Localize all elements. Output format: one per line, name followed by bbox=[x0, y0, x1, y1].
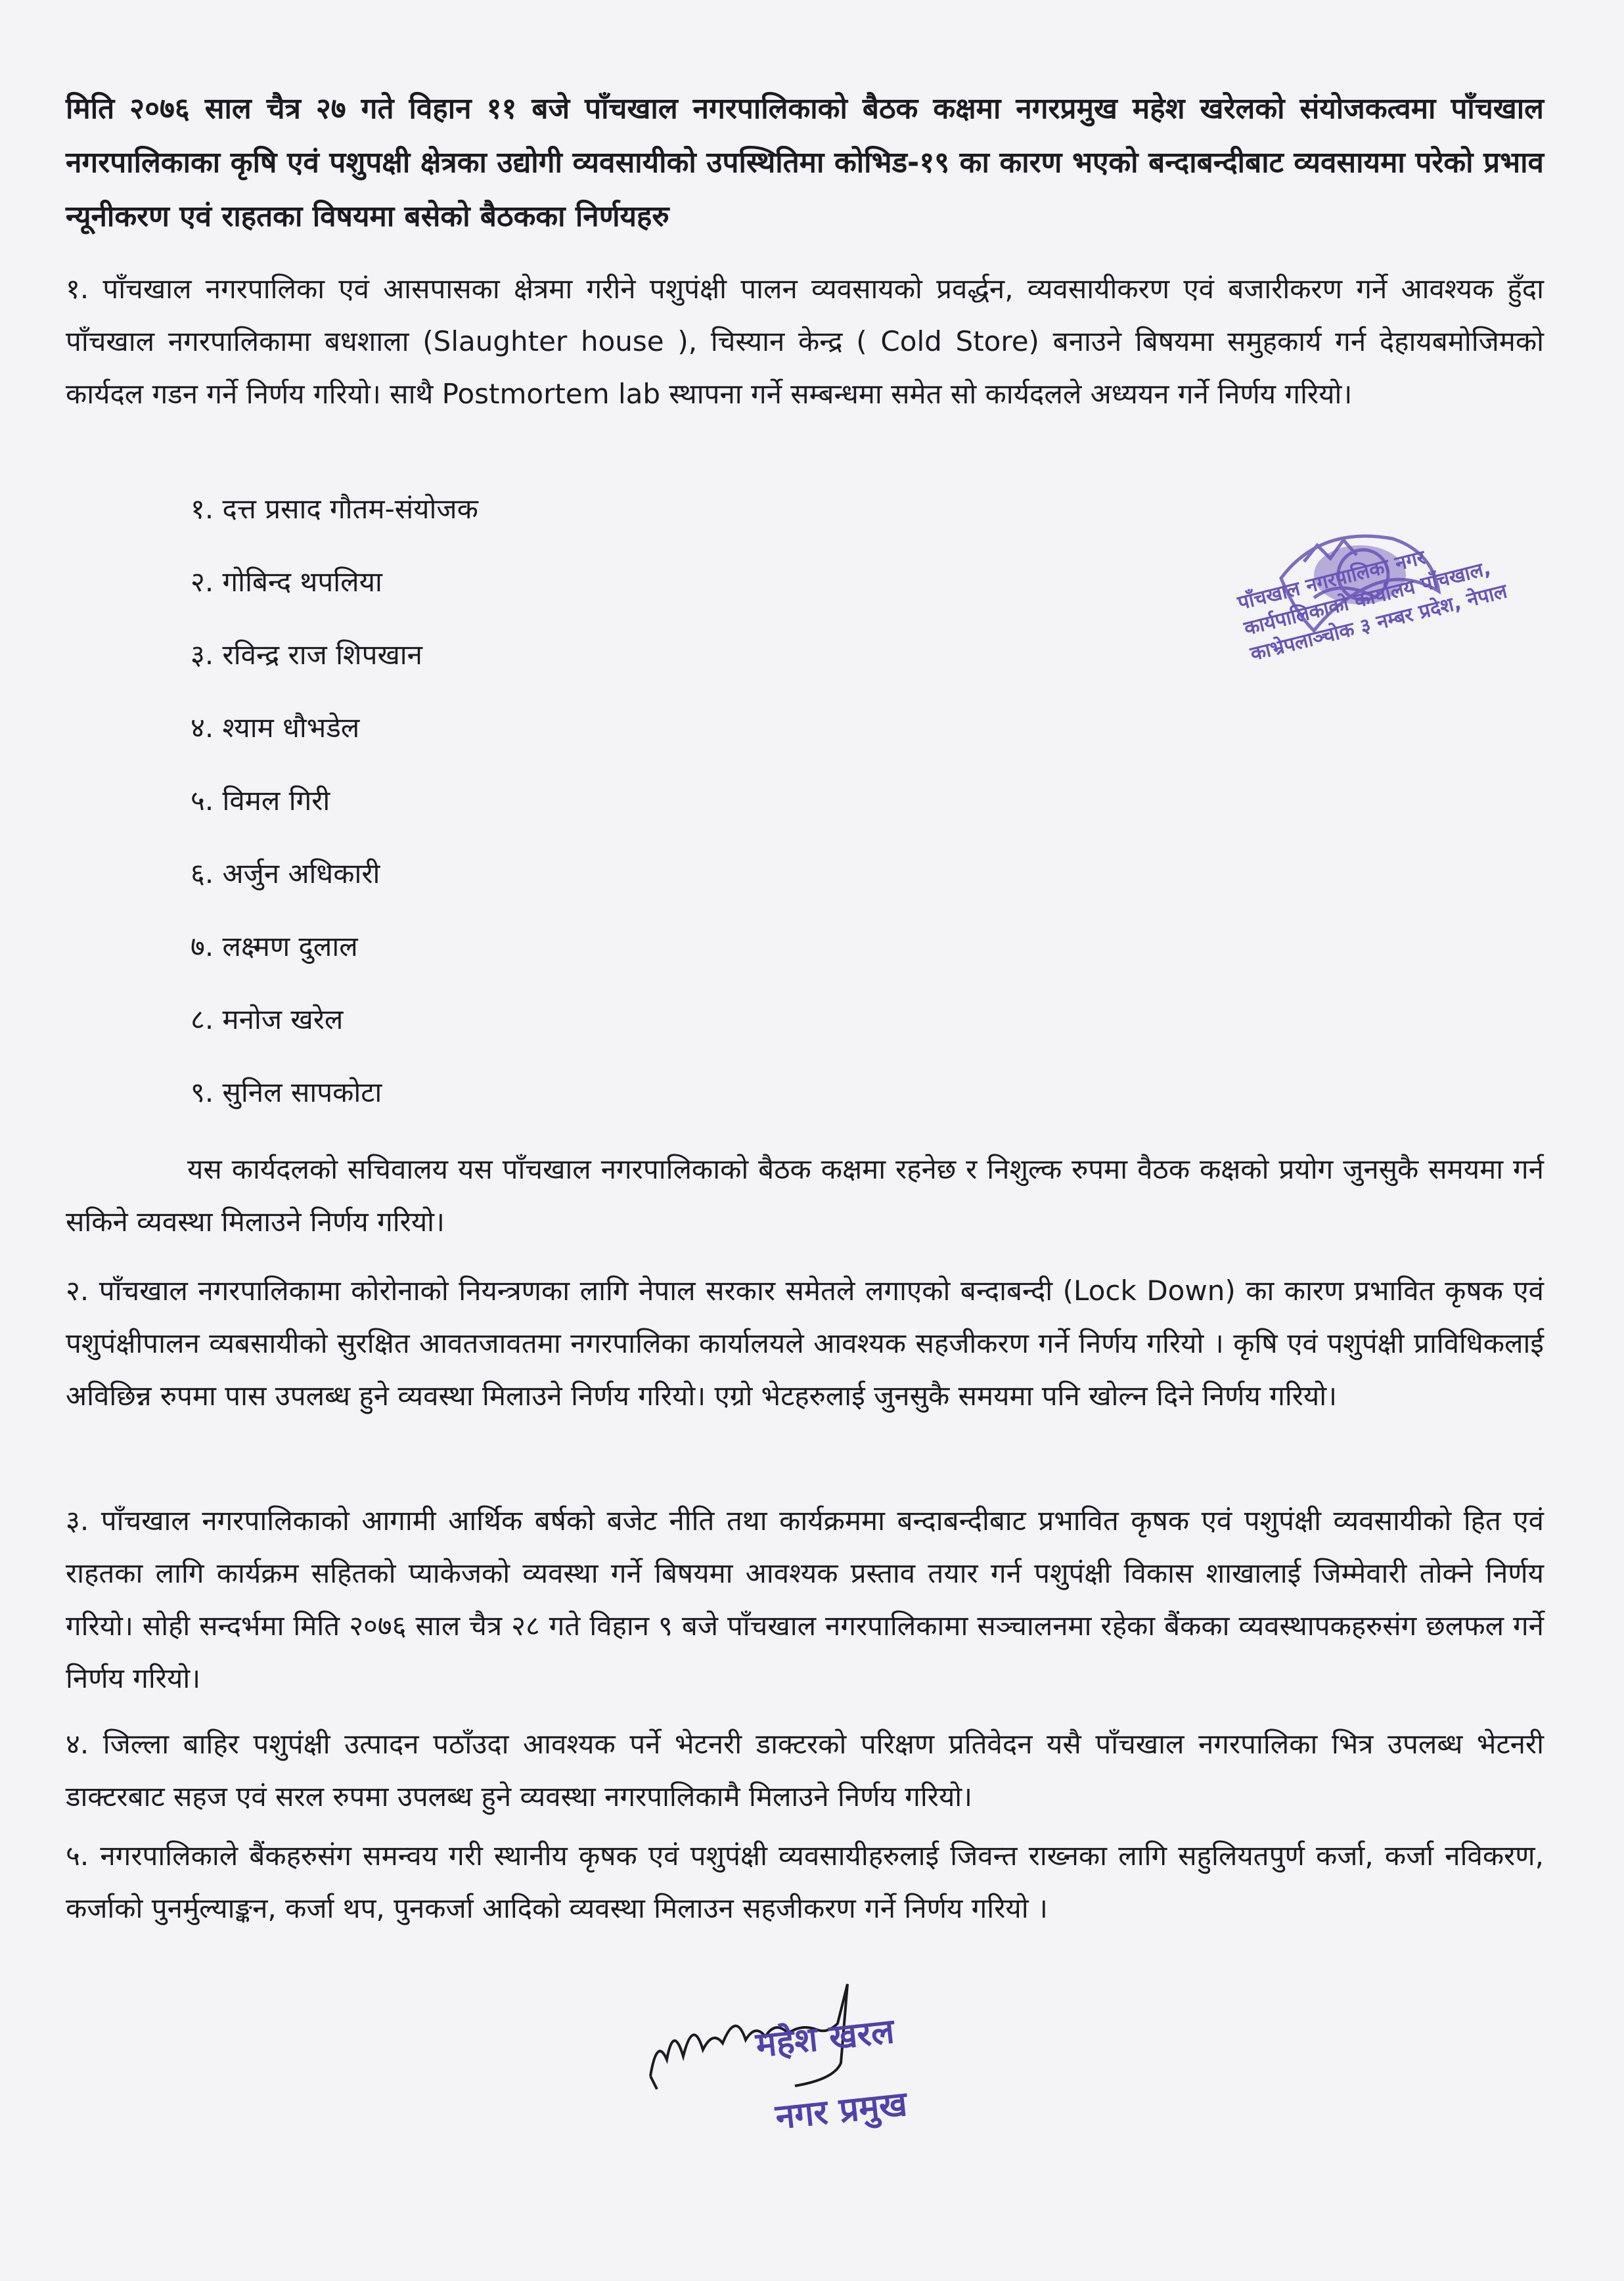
document-title: मिति २०७६ साल चैत्र २७ गते विहान ११ बजे पाँचखाल नगरपालिकाको बैठक कक्षमा नगरप्रमुख महेश खरेलको संयोजकत्वमा पाँचखाल नगरपालिकाका कृषि एवं पशुपक्षी क्षेत्रका उद्योगी व्यवसायीको उपस्थितिमा कोभिड-१९ का कारण भएको बन्दाबन्दीबाट व्यवसायमा परेको प्रभाव न्यूनीकरण एवं राहतका विषयमा बसेको बैठकका निर्णयहरु bbox=[66, 92, 1544, 233]
member-item: ९. सुनिल सापकोटा bbox=[191, 1076, 382, 1108]
member-item: ८. मनोज खरेल bbox=[191, 1003, 344, 1035]
signatory-name: महेश खरल bbox=[754, 2012, 897, 2066]
member-item: २. गोबिन्द थपलिया bbox=[191, 566, 382, 598]
decision-1: १. पाँचखाल नगरपालिका एवं आसपासका क्षेत्रमा गरीने पशुपंक्षी पालन व्यवसायको प्रवर्द्धन, व्यवसायीकरण एवं बजारीकरण गर्ने आवश्यक हुँदा पाँचखाल नगरपालिकामा बधशाला (Slaughter house ), चिस्यान केन्द्र ( Cold Store) बनाउने बिषयमा समुहकार्य गर्न देहायबमोजिमको कार्यदल गडन गर्ने निर्णय गरियो। साथै Postmortem lab स्थापना गर्ने सम्बन्धमा समेत सो कार्यदलले अध्ययन गर्ने निर्णय गरियो। bbox=[66, 273, 1544, 410]
member-item: ६. अर्जुन अधिकारी bbox=[191, 857, 380, 890]
member-item: ५. विमल गिरी bbox=[191, 784, 330, 817]
committee-members-list bbox=[191, 483, 478, 1139]
member-item: ४. श्याम धौभडेल bbox=[191, 711, 360, 744]
member-item: ७. लक्ष्मण दुलाल bbox=[191, 930, 358, 962]
signatory-designation: नगर प्रमुख bbox=[773, 2084, 909, 2138]
decision-1-secretariat: यस कार्यदलको सचिवालय यस पाँचखाल नगरपालिकाको बैठक कक्षमा रहनेछ र निशुल्क रुपमा वैठक कक्षको प्रयोग जुनसुकै समयमा गर्न सकिने व्यवस्था मिलाउने निर्णय गरियो। bbox=[66, 1153, 1544, 1238]
member-item: ३. रविन्द्र राज शिपखान bbox=[191, 639, 422, 671]
decision-3: ३. पाँचखाल नगरपालिकाको आगामी आर्थिक बर्षको बजेट नीति तथा कार्यक्रममा बन्दाबन्दीबाट प्रभावित कृषक एवं पशुपंक्षी व्यवसायीको हित एवं राहतका लागि कार्यक्रम सहितको प्याकेजको व्यवस्था गर्ने बिषयमा आवश्यक प्रस्ताव तयार गर्न पशुपंक्षी विकास शाखालाई जिम्मेवारी तोक्ने निर्णय गरियो। सोही सन्दर्भमा मिति २०७६ साल चैत्र २८ गते विहान ९ बजे पाँचखाल नगरपालिकामा सञ्चालनमा रहेका बैंकका व्यवस्थापकहरुसंग छलफल गर्ने निर्णय गरियो। bbox=[66, 1504, 1544, 1694]
member-item: १. दत्त प्रसाद गौतम-संयोजक bbox=[191, 493, 478, 525]
office-seal-text: पाँचखाल नगरपालिका नगर कार्यपालिकाको कार्यालय पाँचखाल, काभ्रेपलाञ्चोक ३ नम्बर प्रदेश, नेपाल bbox=[1235, 546, 1510, 666]
decision-4: ४. जिल्ला बाहिर पशुपंक्षी उत्पादन पठाँउदा आवश्यक पर्ने भेटनरी डाक्टरको परिक्षण प्रतिवेदन यसै पाँचखाल नगरपालिका भित्र उपलब्ध भेटनरी डाक्टरबाट सहज एवं सरल रुपमा उपलब्ध हुने व्यवस्था नगरपालिकामै मिलाउने निर्णय गरियो। bbox=[66, 1728, 1544, 1813]
decision-5: ५. नगरपालिकाले बैंकहरुसंग समन्वय गरी स्थानीय कृषक एवं पशुपंक्षी व्यवसायीहरुलाई जिवन्त राख्नका लागि सहुलियतपुर्ण कर्जा, कर्जा नविकरण, कर्जाको पुनर्मुल्याङ्कन, कर्जा थप, पुनकर्जा आदिको व्यवस्था मिलाउन सहजीकरण गर्ने निर्णय गरियो । bbox=[66, 1840, 1544, 1924]
decision-2: २. पाँचखाल नगरपालिकामा कोरोनाको नियन्त्रणका लागि नेपाल सरकार समेतले लगाएको बन्दाबन्दी (Lock Down) का कारण प्रभावित कृषक एवं पशुपंक्षीपालन व्यबसायीको सुरक्षित आवतजावतमा नगरपालिका कार्यालयले आवश्यक सहजीकरण गर्ने निर्णय गरियो । कृषि एवं पशुपंक्षी प्राविधिकलाई अविछिन्न रुपमा पास उपलब्ध हुने व्यवस्था मिलाउने निर्णय गरियो। एग्रो भेटहरुलाई जुनसुकै समयमा पनि खोल्न दिने निर्णय गरियो। bbox=[66, 1275, 1544, 1412]
